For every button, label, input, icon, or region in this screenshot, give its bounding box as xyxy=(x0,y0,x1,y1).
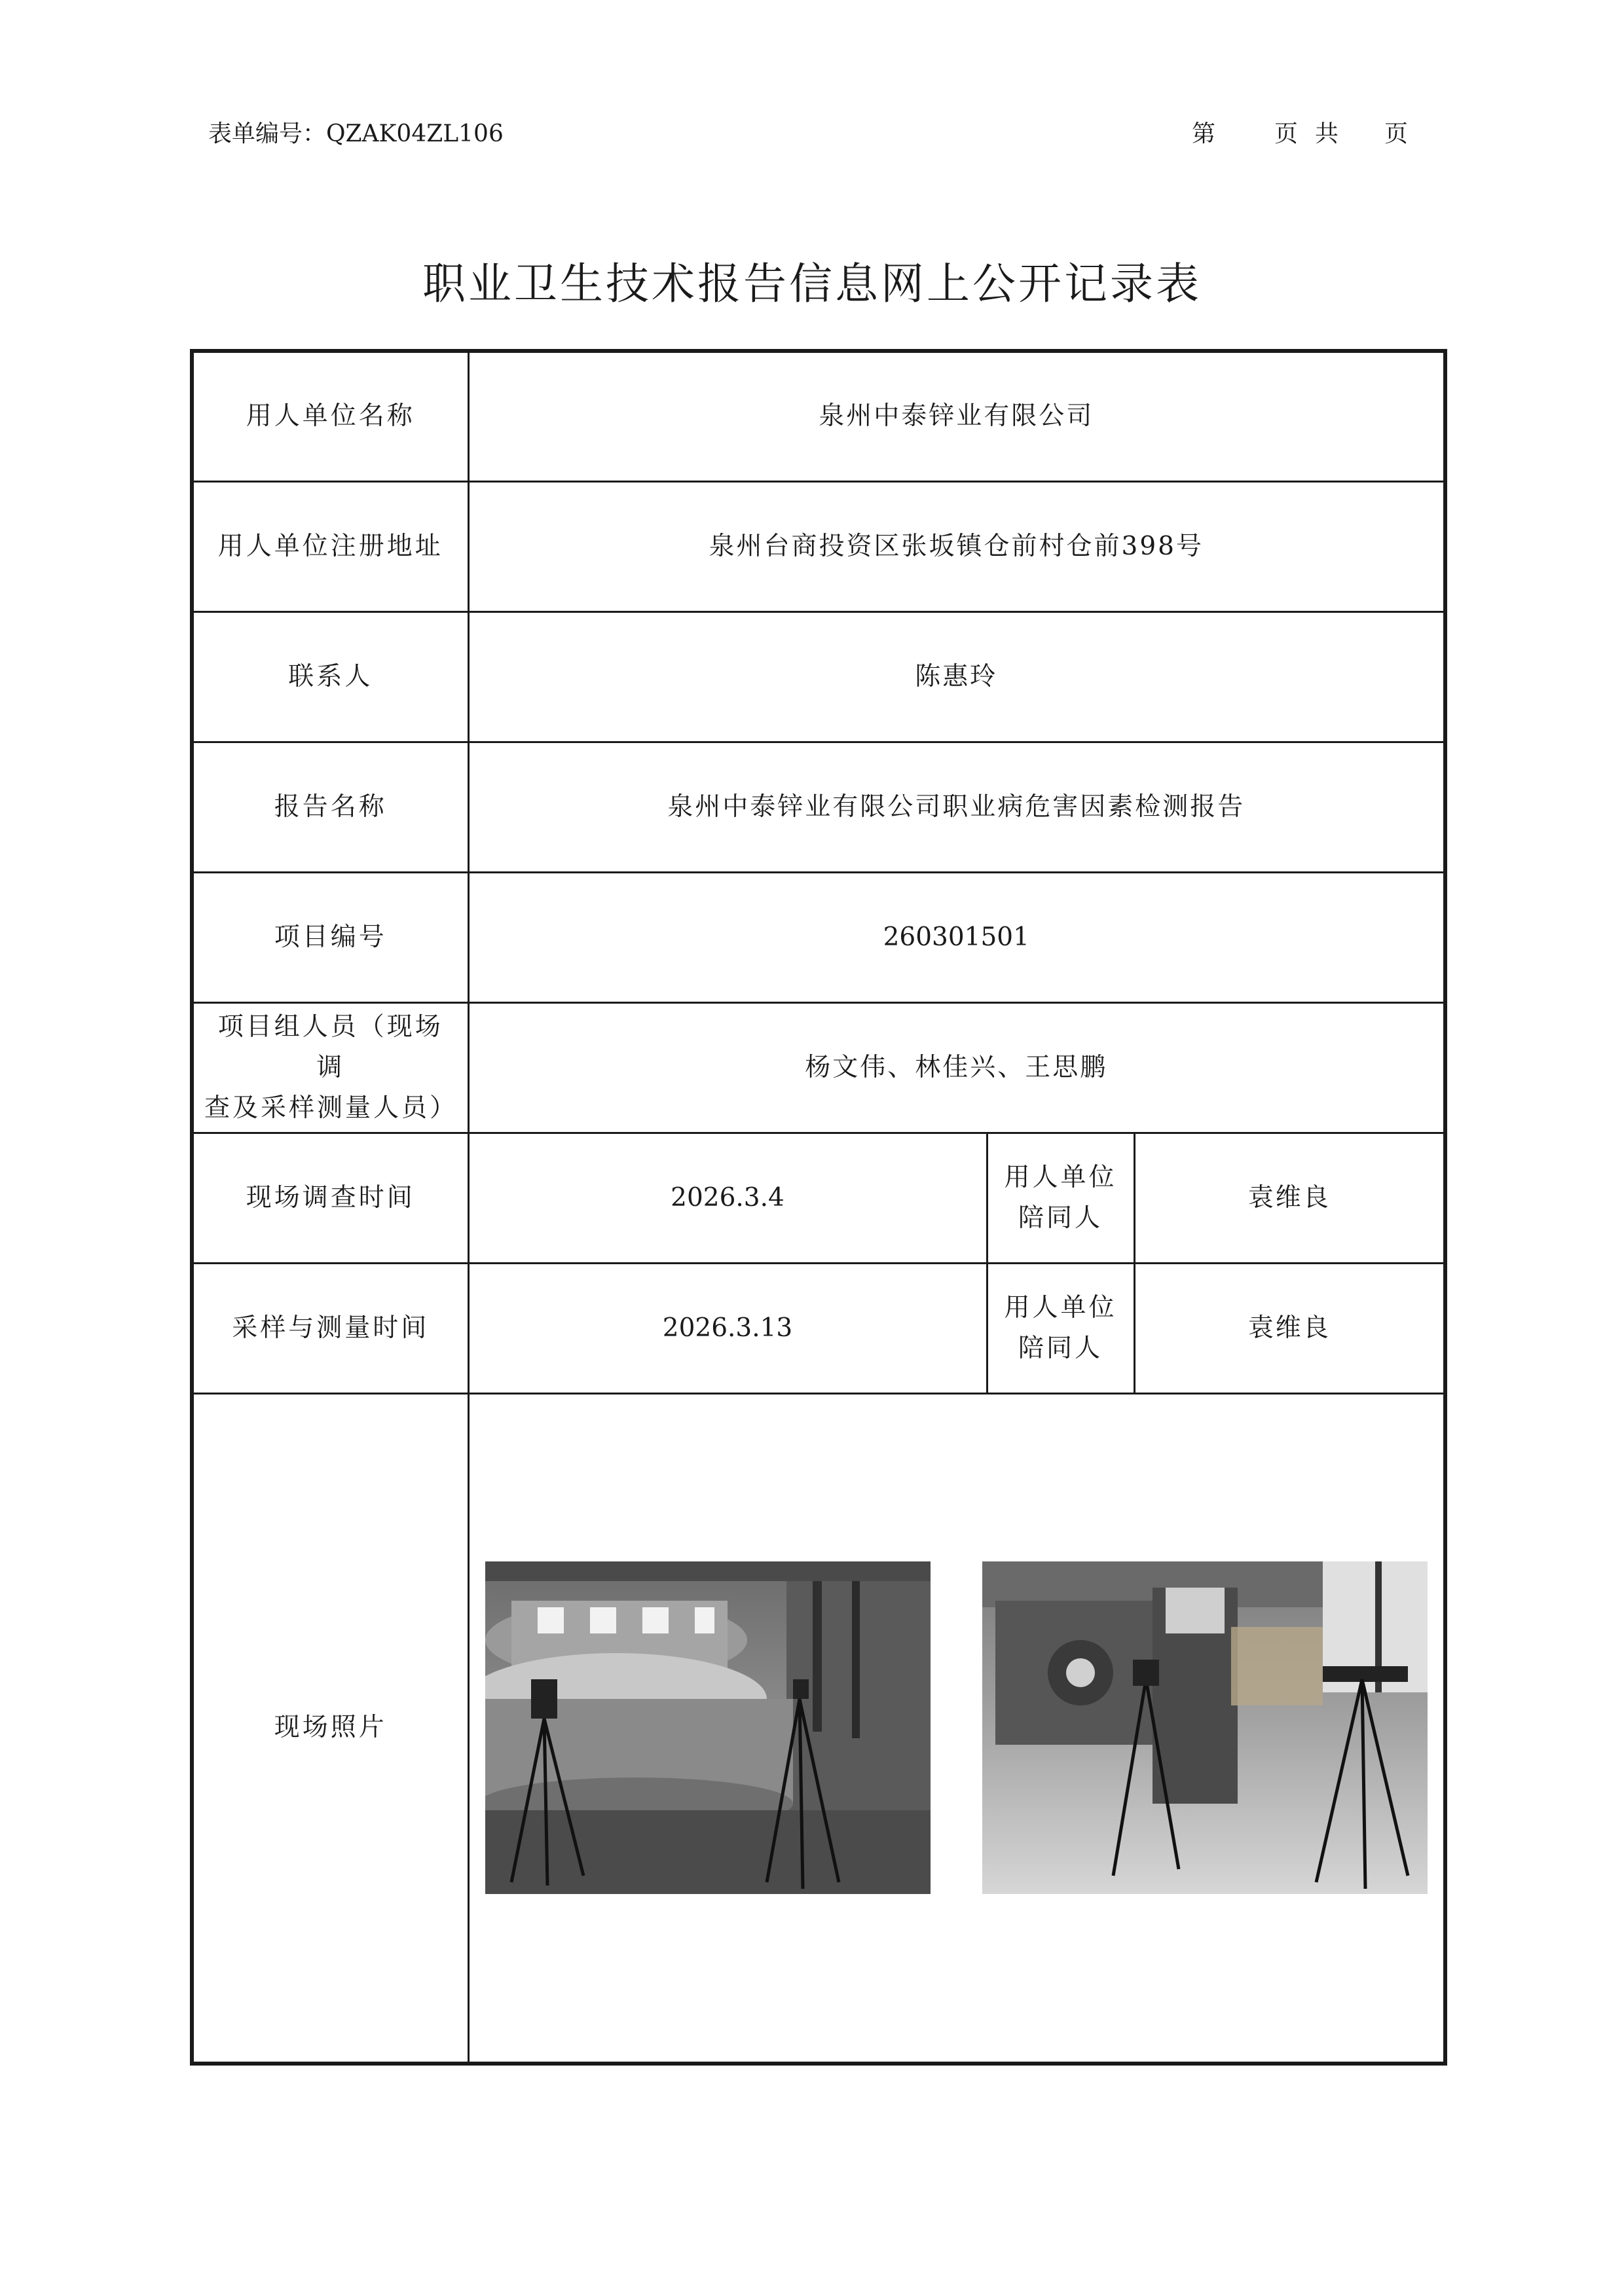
record-table xyxy=(190,349,1447,2066)
sampling-escort-label xyxy=(987,1263,1134,1393)
page-di: 第 xyxy=(1192,120,1216,147)
sampling-escort-label-line2: 陪同人 xyxy=(1018,1333,1103,1363)
row-employer-address xyxy=(192,481,1445,611)
team-label xyxy=(192,1002,468,1133)
survey-escort-value: 袁维良 xyxy=(1134,1133,1445,1263)
sampling-value: 2026.3.13 xyxy=(468,1263,987,1393)
team-label-line2: 查及采样测量人员） xyxy=(204,1093,458,1123)
row-photos xyxy=(192,1393,1445,2064)
sampling-escort-value: 袁维良 xyxy=(1134,1263,1445,1393)
sampling-label: 采样与测量时间 xyxy=(192,1263,468,1393)
contact-value: 陈惠玲 xyxy=(468,611,1445,742)
sampling-escort-label-line1: 用人单位 xyxy=(1004,1292,1117,1322)
row-survey xyxy=(192,1133,1445,1263)
page-indicator xyxy=(1192,115,1408,149)
site-photo-furnace xyxy=(485,1561,931,1894)
employer-name-value: 泉州中泰锌业有限公司 xyxy=(468,351,1445,481)
report-name-label: 报告名称 xyxy=(192,742,468,872)
site-photo-sampling xyxy=(982,1561,1428,1894)
contact-label: 联系人 xyxy=(192,611,468,742)
team-label-line1: 项目组人员（现场调 xyxy=(217,1011,443,1082)
survey-escort-label-line2: 陪同人 xyxy=(1018,1203,1103,1233)
row-employer-name xyxy=(192,351,1445,481)
form-number: 表单编号：QZAK04ZL106 xyxy=(208,120,504,147)
row-report-name xyxy=(192,742,1445,872)
employer-address-value: 泉州台商投资区张坂镇仓前村仓前398号 xyxy=(468,481,1445,611)
project-no-label: 项目编号 xyxy=(192,872,468,1002)
report-name-value: 泉州中泰锌业有限公司职业病危害因素检测报告 xyxy=(468,742,1445,872)
document-title: 职业卫生技术报告信息网上公开记录表 xyxy=(422,259,1202,309)
survey-label: 现场调查时间 xyxy=(192,1133,468,1263)
team-value: 杨文伟、林佳兴、王思鹏 xyxy=(468,1002,1445,1133)
row-contact xyxy=(192,611,1445,742)
row-team xyxy=(192,1002,1445,1133)
photos-label: 现场照片 xyxy=(192,1393,468,2064)
survey-escort-label xyxy=(987,1133,1134,1263)
page-gong: 共 xyxy=(1315,120,1339,147)
page-ye2: 页 xyxy=(1384,120,1409,147)
page-ye: 页 xyxy=(1274,120,1299,147)
photos-cell xyxy=(468,1393,1445,2064)
employer-address-label: 用人单位注册地址 xyxy=(192,481,468,611)
employer-name-label: 用人单位名称 xyxy=(192,351,468,481)
survey-escort-label-line1: 用人单位 xyxy=(1004,1162,1117,1192)
row-sampling xyxy=(192,1263,1445,1393)
project-no-value: 260301501 xyxy=(468,872,1445,1002)
row-project-no xyxy=(192,872,1445,1002)
survey-value: 2026.3.4 xyxy=(468,1133,987,1263)
